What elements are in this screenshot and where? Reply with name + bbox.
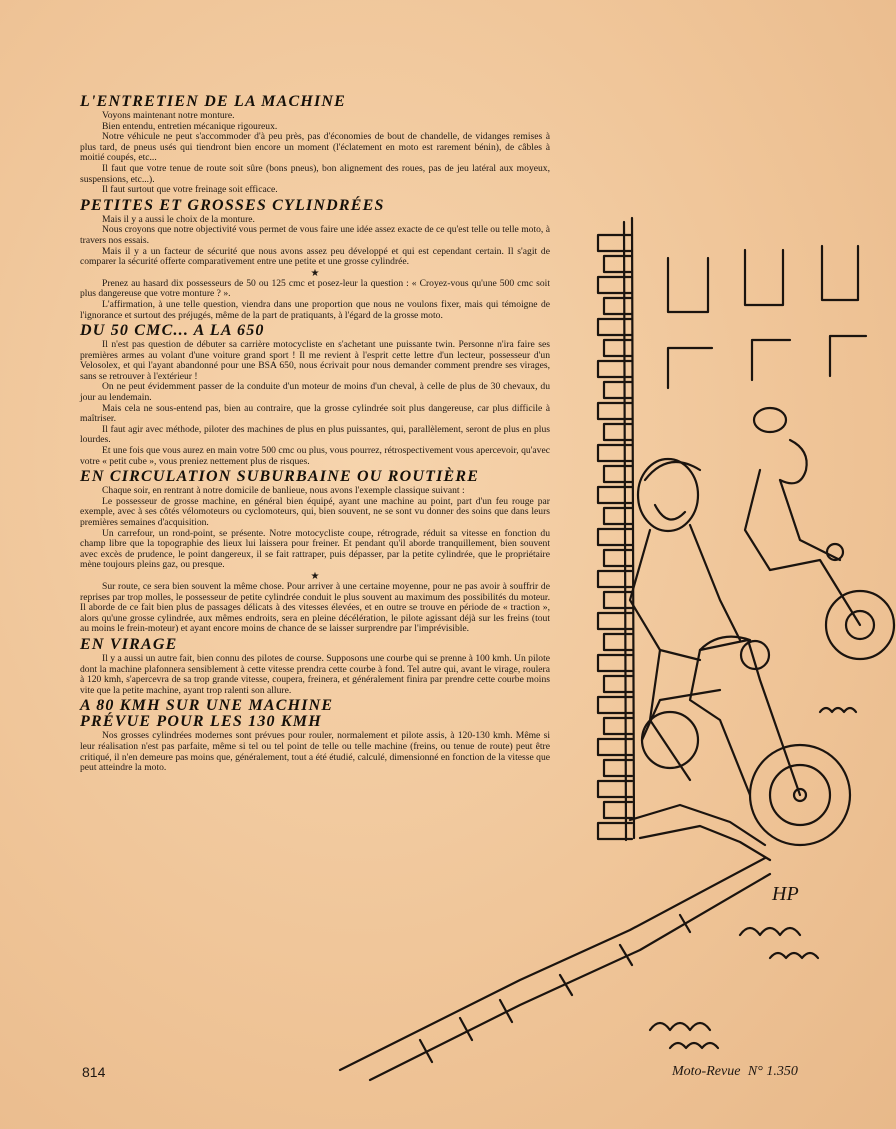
brick-shape xyxy=(598,697,632,713)
brick-shape xyxy=(598,277,632,293)
paragraph: Mais il y a un facteur de sécurité que nous avons assez peu développé et qui est cependant certain. Il s'agit de comparer la sécurité offerte comparativement entre une petite et une grosse cylindrée. xyxy=(80,245,550,268)
brick-shape xyxy=(598,613,632,629)
paragraph: Sur route, ce sera bien souvent la même chose. Pour arriver à une certaine moyenne, pour ne pas avoir à souffrir de reprises par trop molles, le possesseur de petite cylindrée conduit le plus souvent au maximum des possibilités du moteur. Il aborde de ce fait bien plus de passages délicats à des vitesses élevées, et en outre se trouve en période de « traction », alors qu'une grosse cylindrée, aux mêmes endroits, sera en pleine décélération, le pilote agissant déjà sur les freins (tout au moins le frein-moteur) et ayant encore moins de chance de se laisser surprendre par l'imprévisible. xyxy=(80,580,550,635)
section-heading-line: EN VIRAGE xyxy=(80,635,178,653)
paragraph: Il faut surtout que votre freinage soit efficace. xyxy=(102,184,278,196)
magazine-name: Moto-Revue xyxy=(672,1064,741,1079)
brick-shape xyxy=(598,445,632,461)
paragraph: Nous croyons que notre objectivité vous permet de vous faire une idée assez exacte de ce qu'est telle ou telle moto, à travers nos essais. xyxy=(80,224,550,246)
paragraph: Mais cela ne sous-entend pas, bien au contraire, que la grosse cylindrée soit plus dangereuse, car plus difficile à maîtriser. xyxy=(80,402,550,425)
paragraph: Il y a aussi un autre fait, bien connu des pilotes de course. Supposons une courbe qui se prenne à 100 kmh. Un pilote dont la machine plafonnera sensiblement à cette vitesse prendra cette courbe à fond. Tel autre qui, avant le virage, roulera à 120 kmh, s'apercevra de sa trop grande vitesse, coupera, freinera, et généralement finira par prendre cette courbe moins vite que la petite machine, ayant trop ralenti son allure. xyxy=(80,652,550,696)
brick-shape xyxy=(604,256,632,272)
brick-shape xyxy=(604,382,632,398)
paragraph: Mais il y a aussi le choix de la monture. xyxy=(102,213,255,225)
paragraph: Et une fois que vous aurez en main votre 500 cmc ou plus, vous pourrez, rétrospectivement vous apercevoir, qu'avec votre « petit cube », vous preniez nettement plus de risques. xyxy=(80,445,550,467)
paragraph: Bien entendu, entretien mécanique rigoureux. xyxy=(102,120,278,132)
brick-shape xyxy=(604,550,632,566)
section-heading-line: PETITES ET GROSSES CYLINDRÉES xyxy=(80,196,385,214)
brick-shape xyxy=(598,655,632,671)
section-heading-line: PRÉVUE POUR LES 130 KMH xyxy=(80,713,322,731)
brick-shape xyxy=(598,361,632,377)
section-heading-line: EN CIRCULATION SUBURBAINE OU ROUTIÈRE xyxy=(80,468,480,486)
brick-shape xyxy=(598,529,632,545)
paragraph: Voyons maintenant notre monture. xyxy=(102,110,235,121)
brick-shape xyxy=(598,739,632,755)
star-separator: ★ xyxy=(310,267,320,279)
paragraph: Notre véhicule ne peut s'accommoder d'à peu près, pas d'économies de bout de chandelle, de vidanges remises à plus tard, de pneus usés qui tiendront bien encore un moment (l'éclatement en moto est rarement bénin), de câbles à moitié coupés, etc... xyxy=(80,131,550,164)
brick-shape xyxy=(604,802,632,818)
paragraph: Chaque soir, en rentrant à notre domicile de banlieue, nous avons l'exemple classique suivant : xyxy=(102,485,465,497)
paragraph: On ne peut évidemment passer de la conduite d'un moteur de moins d'un cheval, à celle de plus de 30 chevaux, du jour au lendemain. xyxy=(80,381,550,404)
star-separator: ★ xyxy=(310,570,320,582)
brick-shape xyxy=(604,508,632,524)
paragraph: Il n'est pas question de débuter sa carrière motocycliste en s'achetant une puissante twin. Personne n'ira faire ses premières armes au volant d'une voiture grand sport ! Il me revient à l'esprit cette lettre d'un lecteur, possesseur d'un Velosolex, et qui l'ayant abandonné pour une BSA 650, nous écrivait pour nous demander comment prendre ses virages, sans se retrouver à l'extérieur ! xyxy=(80,339,550,382)
brick-shape xyxy=(598,571,632,587)
brick-shape xyxy=(604,592,632,608)
section-heading-line: DU 50 CMC... A LA 650 xyxy=(80,322,265,340)
signature-text: HP xyxy=(772,883,799,905)
brick-shape xyxy=(598,487,632,503)
brick-shape xyxy=(604,676,632,692)
paragraph: Il faut agir avec méthode, piloter des machines de plus en plus puissantes, qui, parallèlement, seront de plus en plus lourdes. xyxy=(80,423,550,446)
section-heading-line: A 80 KMH SUR UNE MACHINE xyxy=(80,697,334,715)
paragraph: Il faut que votre tenue de route soit sûre (bons pneus), bon alignement des roues, pas de jeu latéral aux moyeux, suspensions, etc...). xyxy=(80,162,550,185)
paragraph: Un carrefour, un rond-point, se présente. Notre motocycliste coupe, rétrograde, réduit sa vitesse en fonction du champ libre que la topographie des lieux lui laissera pour freiner. Et pendant qu'il aborde tranquillement, bien souvent avec excès de prudence, le point dangereux, il se fait rattraper, puis dépasser, par la petite cylindrée, que le propriétaire mène toujours pleins gaz, ou presque. xyxy=(80,527,550,571)
paragraph: Prenez au hasard dix possesseurs de 50 ou 125 cmc et posez-leur la question : « Croyez-vous qu'une 500 cmc soit plus dangereuse que votre monture ? ». xyxy=(80,277,550,300)
paragraph: Le possesseur de grosse machine, en général bien équipé, ayant une machine au point, part d'un feu rouge par exemple, avec à ses côtés vélomoteurs ou cyclomoteurs, qui, bien souvent, ne se sont vu donner des soins que dans leurs premières semaines d'acquisition. xyxy=(80,495,550,528)
issue-number: N° 1.350 xyxy=(747,1064,798,1079)
page-number: 814 xyxy=(82,1064,106,1080)
paragraph: L'affirmation, à une telle question, viendra dans une proportion que nous ne voulons fixer, mais qui témoigne de l'ignorance et surtout des préjugés, même de la part de pratiquants, à l'égard de la grosse moto. xyxy=(80,298,550,321)
brick-shape xyxy=(604,718,632,734)
brick-shape xyxy=(604,340,632,356)
magazine-footer xyxy=(672,1064,802,1080)
brick-shape xyxy=(604,760,632,776)
brick-shape xyxy=(598,235,632,251)
brick-shape xyxy=(598,319,632,335)
brick-shape xyxy=(598,403,632,419)
paragraph: Nos grosses cylindrées modernes sont prévues pour rouler, normalement et pilote assis, à 120-130 kmh. Même si leur réalisation n'est pas parfaite, même si tel ou tel point de telle ou telle machine (freins, ou tenue de route) peut être critiqué, il n'en demeure pas moins que, généralement, tout a été étudié, calculé, dimensionné en fonction de la vitesse que peut atteindre la moto. xyxy=(80,730,550,774)
brick-shape xyxy=(604,424,632,440)
brick-shape xyxy=(604,298,632,314)
brick-shape xyxy=(604,466,632,482)
brick-shape xyxy=(604,634,632,650)
section-heading-line: L'ENTRETIEN DE LA MACHINE xyxy=(80,93,347,110)
